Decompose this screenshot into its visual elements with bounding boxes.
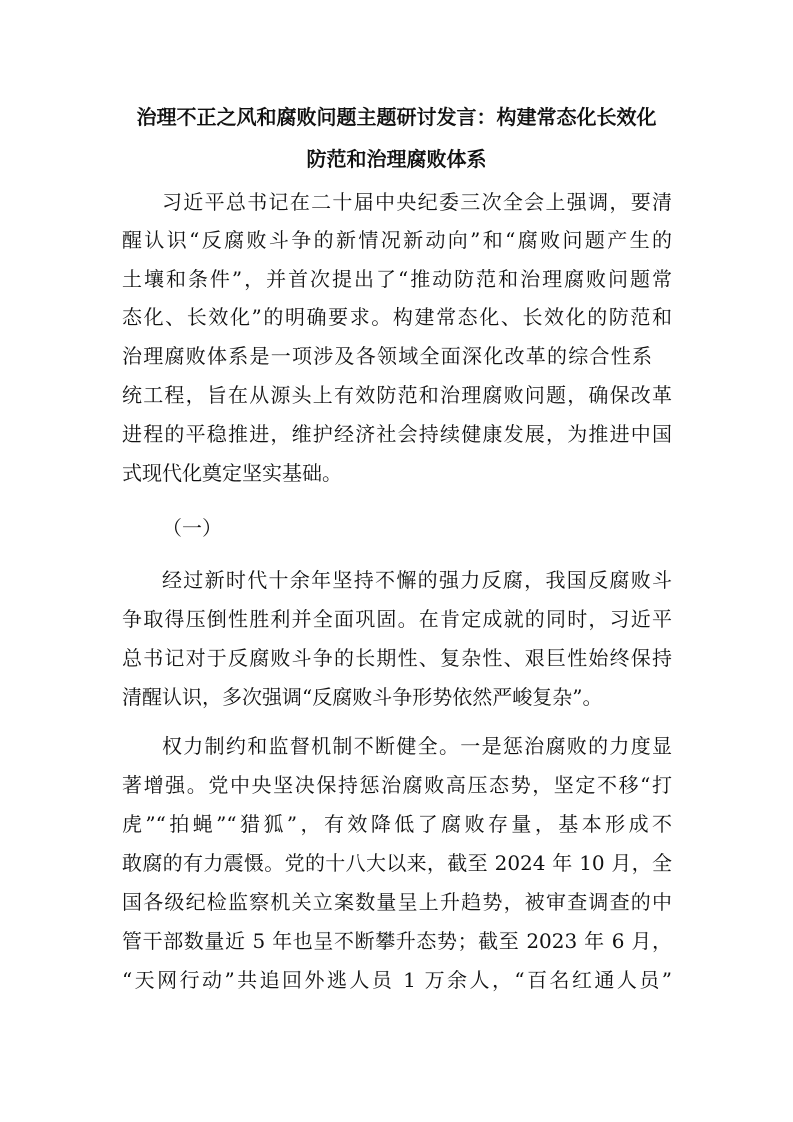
paragraph-2-line: 总书记对于反腐败斗争的长期性、复杂性、艰巨性始终保持 — [122, 646, 672, 670]
document-title-line-2: 防范和治理腐败体系 — [306, 147, 487, 171]
paragraph-3-line: 管干部数量近 5 年也呈不断攀升态势；截至 2023 年 6 月， — [122, 929, 672, 953]
paragraph-2-line: 经过新时代十余年坚持不懈的强力反腐，我国反腐败斗 — [162, 568, 672, 592]
paragraph-2-line: 争取得压倒性胜利并全面巩固。在肯定成就的同时，习近平 — [122, 607, 672, 631]
paragraph-1-line: 统工程，旨在从源头上有效防范和治理腐败问题，确保改革 — [122, 383, 672, 407]
paragraph-1-line: 土壤和条件”，并首次提出了“推动防范和治理腐败问题常 — [122, 267, 672, 291]
paragraph-1-line: 态化、长效化”的明确要求。构建常态化、长效化的防范和 — [122, 305, 672, 329]
paragraph-2-line: 清醒认识，多次强调“反腐败斗争形势依然严峻复杂”。 — [122, 685, 603, 709]
paragraph-1-line: 醒认识“反腐败斗争的新情况新动向”和“腐败问题产生的 — [122, 228, 672, 252]
document-title-line-1: 治理不正之风和腐败问题主题研讨发言：构建常态化长效化 — [136, 105, 657, 129]
paragraph-3-line: 权力制约和监督机制不断健全。一是惩治腐败的力度显 — [162, 734, 672, 758]
paragraph-1-line: 式现代化奠定坚实基础。 — [122, 461, 342, 485]
paragraph-3-line: 虎”“拍蝇”“猎狐”，有效降低了腐败存量，基本形成不 — [122, 812, 672, 836]
paragraph-1-line: 习近平总书记在二十届中央纪委三次全会上强调，要清 — [162, 190, 672, 214]
section-heading: （一） — [162, 516, 222, 540]
paragraph-3-line: “天网行动”共追回外逃人员 1 万余人，“百名红通人员” — [122, 968, 672, 992]
paragraph-3-line: 国各级纪检监察机关立案数量呈上升趋势，被审查调查的中 — [122, 890, 672, 914]
paragraph-3-line: 著增强。党中央坚决保持惩治腐败高压态势，坚定不移“打 — [122, 773, 672, 797]
paragraph-3-line: 敢腐的有力震慑。党的十八大以来，截至 2024 年 10 月，全 — [122, 851, 672, 875]
paragraph-1-line: 进程的平稳推进，维护经济社会持续健康发展，为推进中国 — [122, 422, 672, 446]
paragraph-1-line: 治理腐败体系是一项涉及各领域全面深化改革的综合性系 — [122, 344, 652, 368]
